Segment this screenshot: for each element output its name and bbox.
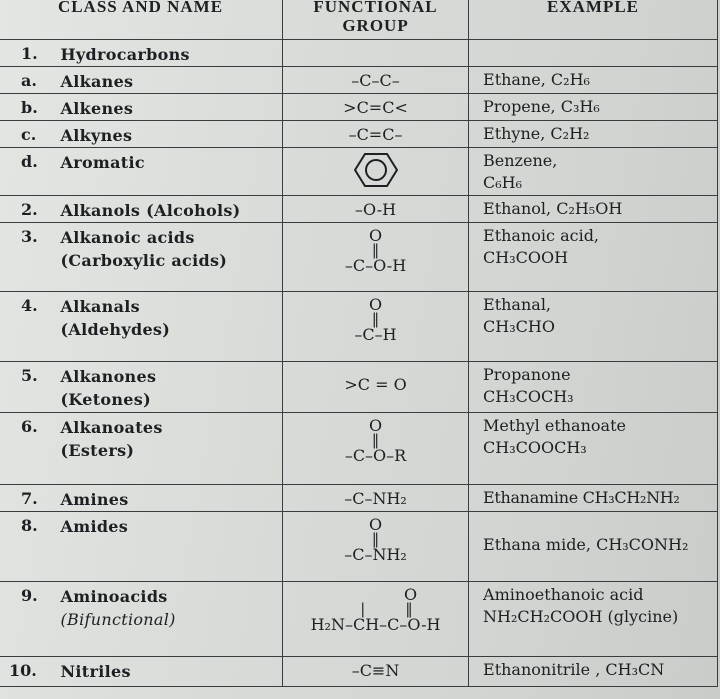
row-number: 2. — [21, 200, 38, 219]
row-number: 1. — [21, 44, 38, 63]
example: Methyl ethanoate CH₃COOCH₃ — [483, 416, 626, 457]
example: Ethana mide, CH₃CONH₂ — [483, 535, 689, 554]
functional-group: O | ‖ H₂N–CH–C–O-H — [310, 585, 441, 634]
row-number: 5. — [21, 366, 38, 385]
class-name: Hydrocarbons — [60, 45, 190, 64]
class-name: Alkanoates (Esters) — [60, 418, 163, 460]
example: Ethanamine CH₃CH₂NH₂ — [483, 488, 680, 507]
table-row — [0, 657, 718, 687]
functional-group: –C–C– — [351, 71, 400, 90]
table-header-row — [0, 0, 718, 40]
example — [469, 40, 717, 42]
table-row — [0, 292, 718, 362]
benzene-ring-icon — [283, 148, 468, 188]
row-number: 3. — [21, 227, 38, 246]
example: Ethanol, C₂H₅OH — [483, 199, 623, 218]
functional-group — [283, 40, 468, 43]
functional-group: –O-H — [354, 200, 397, 219]
example: Propanone CH₃COCH₃ — [483, 365, 574, 406]
class-name: Nitriles — [60, 662, 131, 681]
header-example: EXAMPLE — [469, 0, 718, 40]
functional-group: >C = O — [344, 375, 407, 394]
row-number: 8. — [21, 516, 38, 535]
functional-group: O ‖ –C–O-H — [344, 226, 407, 275]
table-row — [0, 362, 718, 413]
row-number: 4. — [21, 296, 38, 315]
example: Ethanonitrile , CH₃CN — [483, 660, 665, 679]
class-name: Alkanones (Ketones) — [60, 367, 157, 409]
class-name: Aromatic — [60, 153, 145, 172]
table-row — [0, 148, 718, 196]
class-name: Amines — [60, 490, 129, 509]
table-row — [0, 196, 718, 223]
class-name: Aminoacids (Bifunctional) — [60, 587, 176, 629]
table-row — [0, 485, 718, 512]
class-name: Alkanes — [60, 72, 134, 91]
class-name: Amides — [60, 517, 129, 536]
class-name: Alkanols (Alcohols) — [60, 201, 241, 220]
row-number: 7. — [21, 489, 38, 508]
functional-group: –C–NH₂ — [344, 489, 407, 508]
table-row — [0, 121, 718, 148]
table-row — [0, 67, 718, 94]
row-number: d. — [21, 152, 38, 171]
example: Ethyne, C₂H₂ — [483, 124, 590, 143]
example: Benzene, C₆H₆ — [483, 151, 558, 192]
functional-group: –C=C– — [348, 125, 403, 144]
functional-group: O ‖ –C–NH₂ — [344, 515, 407, 564]
row-number: 9. — [21, 586, 38, 605]
header-functional-group: FUNCTIONAL GROUP — [283, 0, 469, 40]
row-number: b. — [21, 98, 38, 117]
class-name: Alkanals (Aldehydes) — [60, 297, 171, 339]
row-number: a. — [21, 71, 37, 90]
example: Ethanal, CH₃CHO — [483, 295, 555, 336]
functional-group: O ‖ –C–H — [354, 295, 397, 344]
functional-group: >C=C< — [343, 98, 408, 117]
table-row — [0, 40, 718, 67]
functional-group: O ‖ –C–O–R — [344, 416, 407, 465]
example: Propene, C₃H₆ — [483, 97, 600, 116]
example: Ethanoic acid, CH₃COOH — [483, 226, 600, 267]
row-number: c. — [21, 125, 37, 144]
header-class-and-name: CLASS AND NAME — [0, 0, 283, 40]
table-row — [0, 512, 718, 582]
row-number: 10. — [9, 661, 37, 680]
example: Ethane, C₂H₆ — [483, 70, 590, 89]
table-row — [0, 223, 718, 292]
table-row — [0, 582, 718, 657]
table-row — [0, 413, 718, 485]
class-name: Alkenes — [60, 99, 134, 118]
functional-group: –C≡N — [351, 661, 400, 680]
table-row — [0, 94, 718, 121]
row-number: 6. — [21, 417, 38, 436]
example: Aminoethanoic acid NH₂CH₂COOH (glycine) — [483, 585, 679, 626]
class-name: Alkanoic acids (Carboxylic acids) — [60, 228, 228, 270]
class-name: Alkynes — [60, 126, 133, 145]
